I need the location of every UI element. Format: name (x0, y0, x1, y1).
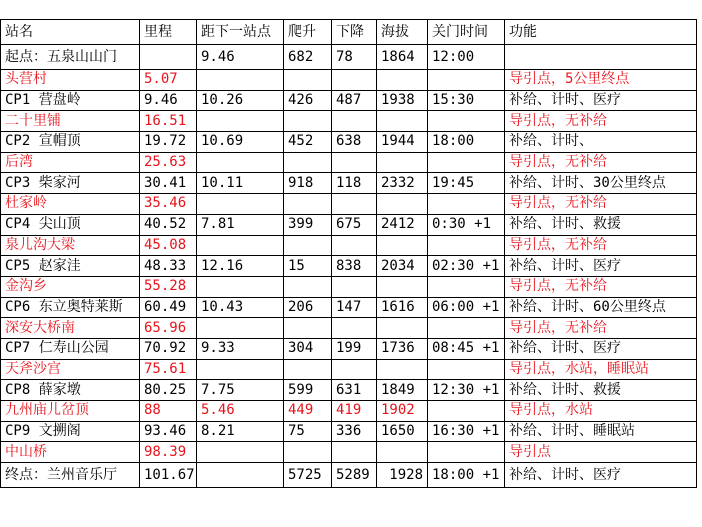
altitude-cell: 1736 (377, 338, 428, 359)
altitude-cell (377, 111, 428, 132)
to-next-cell: 7.81 (197, 214, 284, 235)
station-cell: 泉儿沟大梁 (1, 235, 140, 256)
cutoff-cell: 12:00 (428, 45, 505, 70)
header-descent: 下降 (332, 20, 377, 45)
table-row (1, 256, 697, 277)
climb-cell (284, 276, 332, 297)
table-row (1, 421, 697, 442)
altitude-cell (377, 276, 428, 297)
station-cell: CP4 尖山顶 (1, 214, 140, 235)
descent-cell (332, 276, 377, 297)
to-next-cell (197, 194, 284, 215)
climb-cell: 452 (284, 132, 332, 153)
to-next-cell: 10.43 (197, 297, 284, 318)
to-next-cell (197, 70, 284, 91)
descent-cell: 336 (332, 421, 377, 442)
distance-cell: 75.61 (140, 359, 197, 380)
climb-cell (284, 235, 332, 256)
altitude-cell: 1938 (377, 90, 428, 111)
to-next-cell: 10.26 (197, 90, 284, 111)
descent-cell (332, 152, 377, 173)
table-row (1, 297, 697, 318)
descent-cell: 78 (332, 45, 377, 70)
altitude-cell: 1944 (377, 132, 428, 153)
climb-cell: 449 (284, 401, 332, 422)
descent-cell: 147 (332, 297, 377, 318)
station-cell: 金沟乡 (1, 276, 140, 297)
distance-cell: 30.41 (140, 173, 197, 194)
altitude-cell: 1902 (377, 401, 428, 422)
descent-cell (332, 70, 377, 91)
climb-cell (284, 318, 332, 339)
function-cell: 导引点 (505, 442, 697, 463)
table-row (1, 380, 697, 401)
distance-cell: 35.46 (140, 194, 197, 215)
descent-cell (332, 359, 377, 380)
cutoff-cell: 15:30 (428, 90, 505, 111)
function-cell: 补给、计时、救援 (505, 214, 697, 235)
cutoff-cell (428, 276, 505, 297)
station-cell: 终点：兰州音乐厅 (1, 463, 140, 488)
station-cell: CP3 柴家河 (1, 173, 140, 194)
to-next-cell (197, 442, 284, 463)
cutoff-cell: 0:30 +1 (428, 214, 505, 235)
station-cell: 后湾 (1, 152, 140, 173)
climb-cell: 599 (284, 380, 332, 401)
altitude-cell (377, 152, 428, 173)
station-cell: 二十里铺 (1, 111, 140, 132)
distance-cell: 93.46 (140, 421, 197, 442)
header-function: 功能 (505, 20, 697, 45)
header-station: 站名 (1, 20, 140, 45)
cutoff-cell: 08:45 +1 (428, 338, 505, 359)
descent-cell (332, 442, 377, 463)
distance-cell: 48.33 (140, 256, 197, 277)
altitude-cell: 2034 (377, 256, 428, 277)
descent-cell (332, 194, 377, 215)
to-next-cell: 9.33 (197, 338, 284, 359)
cutoff-cell (428, 359, 505, 380)
header-climb: 爬升 (284, 20, 332, 45)
climb-cell: 15 (284, 256, 332, 277)
station-cell: CP2 宣帽顶 (1, 132, 140, 153)
table-row (1, 401, 697, 422)
distance-cell (140, 45, 197, 70)
distance-cell: 5.07 (140, 70, 197, 91)
function-cell: 补给、计时、60公里终点 (505, 297, 697, 318)
station-cell: CP6 东立奥特莱斯 (1, 297, 140, 318)
cutoff-cell (428, 111, 505, 132)
altitude-cell: 1616 (377, 297, 428, 318)
table-row (1, 194, 697, 215)
station-cell: 九州庙儿岔顶 (1, 401, 140, 422)
distance-cell: 60.49 (140, 297, 197, 318)
altitude-cell: 2332 (377, 173, 428, 194)
descent-cell: 5289 (332, 463, 377, 488)
header-row (1, 20, 697, 45)
function-cell: 导引点，无补给 (505, 111, 697, 132)
function-cell: 导引点，水站，睡眠站 (505, 359, 697, 380)
station-cell: CP5 赵家洼 (1, 256, 140, 277)
table-row (1, 90, 697, 111)
header-to-next: 距下一站点 (197, 20, 284, 45)
function-cell: 补给、计时、医疗 (505, 256, 697, 277)
station-cell: 中山桥 (1, 442, 140, 463)
altitude-cell (377, 70, 428, 91)
distance-cell: 80.25 (140, 380, 197, 401)
table-row (1, 318, 697, 339)
function-cell: 补给、计时、医疗 (505, 90, 697, 111)
to-next-cell: 7.75 (197, 380, 284, 401)
function-cell (505, 45, 697, 70)
descent-cell: 199 (332, 338, 377, 359)
table-row (1, 173, 697, 194)
descent-cell: 638 (332, 132, 377, 153)
to-next-cell: 10.69 (197, 132, 284, 153)
to-next-cell (197, 152, 284, 173)
function-cell: 补给、计时、医疗 (505, 338, 697, 359)
table-row (1, 463, 697, 488)
function-cell: 导引点，无补给 (505, 194, 697, 215)
climb-cell: 399 (284, 214, 332, 235)
function-cell: 补给、计时、30公里终点 (505, 173, 697, 194)
climb-cell (284, 359, 332, 380)
cutoff-cell: 02:30 +1 (428, 256, 505, 277)
distance-cell: 16.51 (140, 111, 197, 132)
function-cell: 导引点，无补给 (505, 152, 697, 173)
distance-cell: 55.28 (140, 276, 197, 297)
function-cell: 导引点，水站 (505, 401, 697, 422)
descent-cell: 675 (332, 214, 377, 235)
station-cell: CP7 仁寿山公园 (1, 338, 140, 359)
climb-cell: 5725 (284, 463, 332, 488)
descent-cell: 838 (332, 256, 377, 277)
climb-cell (284, 70, 332, 91)
descent-cell (332, 111, 377, 132)
cutoff-cell: 19:45 (428, 173, 505, 194)
cutoff-cell: 12:30 +1 (428, 380, 505, 401)
descent-cell: 419 (332, 401, 377, 422)
descent-cell (332, 318, 377, 339)
distance-cell: 40.52 (140, 214, 197, 235)
climb-cell (284, 111, 332, 132)
to-next-cell: 9.46 (197, 45, 284, 70)
to-next-cell (197, 318, 284, 339)
distance-cell: 101.67 (140, 463, 197, 488)
cutoff-cell (428, 401, 505, 422)
climb-cell: 918 (284, 173, 332, 194)
distance-cell: 19.72 (140, 132, 197, 153)
table-row (1, 111, 697, 132)
route-table (0, 19, 697, 488)
function-cell: 导引点，无补给 (505, 276, 697, 297)
to-next-cell: 8.21 (197, 421, 284, 442)
table-row (1, 276, 697, 297)
header-altitude: 海拔 (377, 20, 428, 45)
cutoff-cell (428, 70, 505, 91)
function-cell: 补给、计时、睡眠站 (505, 421, 697, 442)
header-cutoff: 关门时间 (428, 20, 505, 45)
function-cell: 补给、计时、 (505, 132, 697, 153)
function-cell: 补给、计时、医疗 (505, 463, 697, 488)
function-cell: 导引点，无补给 (505, 235, 697, 256)
distance-cell: 70.92 (140, 338, 197, 359)
cutoff-cell (428, 152, 505, 173)
climb-cell (284, 194, 332, 215)
header-distance: 里程 (140, 20, 197, 45)
descent-cell: 487 (332, 90, 377, 111)
function-cell: 导引点，无补给 (505, 318, 697, 339)
station-cell: CP9 文搠阁 (1, 421, 140, 442)
cutoff-cell: 18:00 (428, 132, 505, 153)
cutoff-cell: 06:00 +1 (428, 297, 505, 318)
table-row (1, 152, 697, 173)
descent-cell: 118 (332, 173, 377, 194)
to-next-cell (197, 359, 284, 380)
climb-cell (284, 442, 332, 463)
distance-cell: 98.39 (140, 442, 197, 463)
altitude-cell (377, 318, 428, 339)
to-next-cell: 10.11 (197, 173, 284, 194)
table-row (1, 214, 697, 235)
altitude-cell: 1864 (377, 45, 428, 70)
distance-cell: 88 (140, 401, 197, 422)
climb-cell (284, 152, 332, 173)
station-cell: 头营村 (1, 70, 140, 91)
cutoff-cell (428, 442, 505, 463)
table-row (1, 442, 697, 463)
altitude-cell (377, 235, 428, 256)
to-next-cell (197, 111, 284, 132)
distance-cell: 25.63 (140, 152, 197, 173)
altitude-cell: 1849 (377, 380, 428, 401)
altitude-cell (377, 194, 428, 215)
station-cell: 杜家岭 (1, 194, 140, 215)
to-next-cell (197, 235, 284, 256)
station-cell: CP8 薛家墩 (1, 380, 140, 401)
descent-cell: 631 (332, 380, 377, 401)
climb-cell: 426 (284, 90, 332, 111)
cutoff-cell (428, 194, 505, 215)
distance-cell: 45.08 (140, 235, 197, 256)
station-cell: 深安大桥南 (1, 318, 140, 339)
cutoff-cell (428, 235, 505, 256)
altitude-cell: 1650 (377, 421, 428, 442)
to-next-cell (197, 463, 284, 488)
to-next-cell (197, 276, 284, 297)
table-row (1, 235, 697, 256)
table-row (1, 132, 697, 153)
altitude-cell: 2412 (377, 214, 428, 235)
to-next-cell: 12.16 (197, 256, 284, 277)
altitude-cell (377, 359, 428, 380)
cutoff-cell (428, 318, 505, 339)
table-row (1, 45, 697, 70)
table-row (1, 359, 697, 380)
climb-cell: 206 (284, 297, 332, 318)
climb-cell: 75 (284, 421, 332, 442)
altitude-cell (377, 442, 428, 463)
station-cell: CP1 营盘岭 (1, 90, 140, 111)
cutoff-cell: 16:30 +1 (428, 421, 505, 442)
function-cell: 补给、计时、救援 (505, 380, 697, 401)
climb-cell: 682 (284, 45, 332, 70)
descent-cell (332, 235, 377, 256)
to-next-cell: 5.46 (197, 401, 284, 422)
function-cell: 导引点，5公里终点 (505, 70, 697, 91)
altitude-cell: 1928 (377, 463, 428, 488)
table-row (1, 338, 697, 359)
distance-cell: 9.46 (140, 90, 197, 111)
cutoff-cell: 18:00 +1 (428, 463, 505, 488)
table-row (1, 70, 697, 91)
climb-cell: 304 (284, 338, 332, 359)
station-cell: 天斧沙宫 (1, 359, 140, 380)
station-cell: 起点：五泉山山门 (1, 45, 140, 70)
distance-cell: 65.96 (140, 318, 197, 339)
